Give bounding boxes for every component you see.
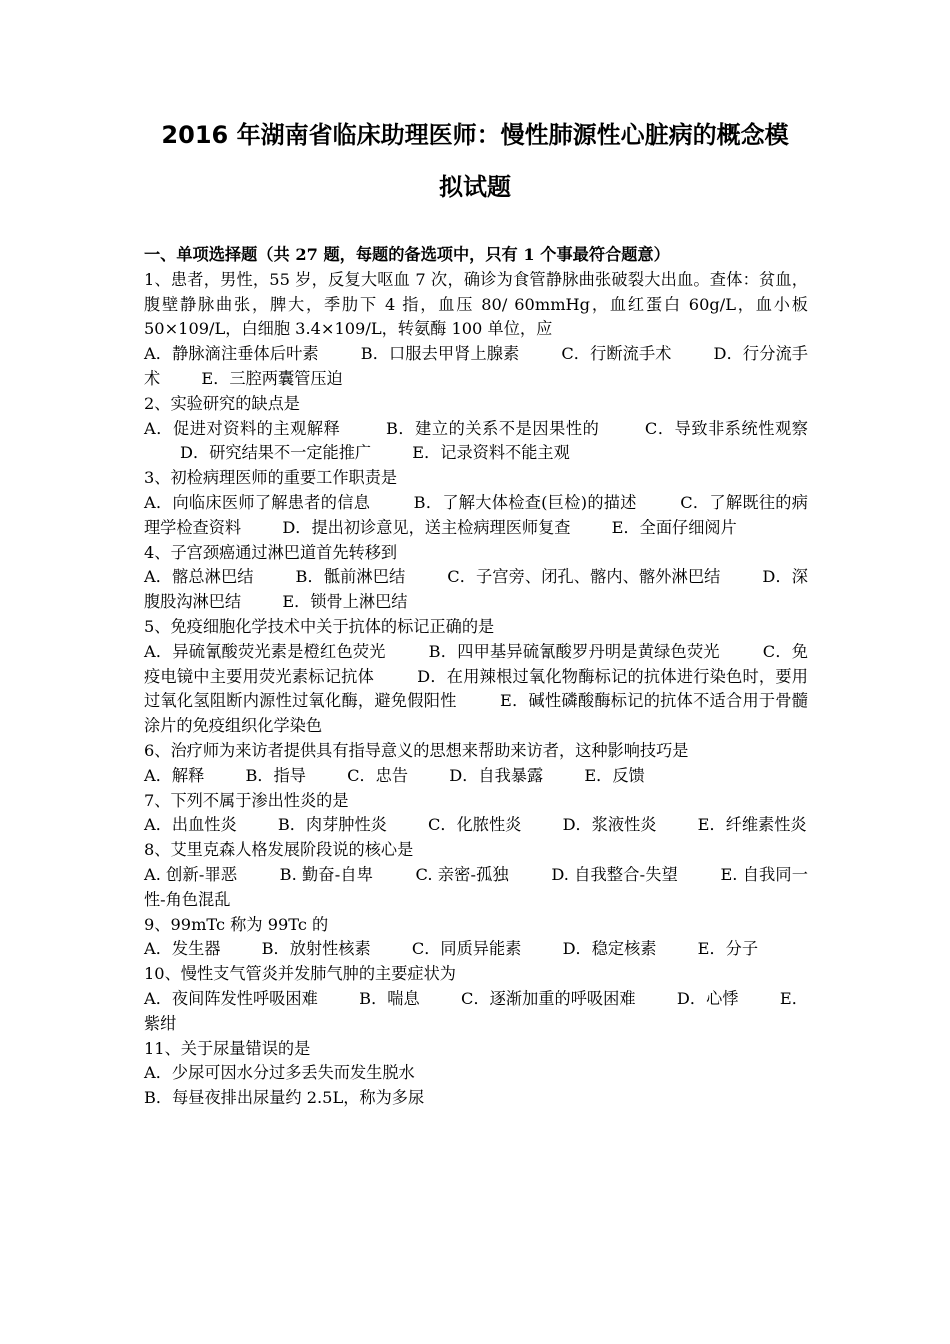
option-text: A. 创新-罪恶 <box>144 864 238 884</box>
section-heading: 一、单项选择题（共 27 题，每题的备选项中，只有 1 个事最符合题意） <box>144 245 670 264</box>
option-text: D．稳定核素 <box>562 939 657 959</box>
question-options <box>144 764 808 789</box>
question-item <box>144 268 808 392</box>
option-text: D．深腹股沟淋巴结 <box>144 567 808 612</box>
question-stem: 10、慢性支气管炎并发肺气肿的主要症状为 <box>144 964 456 984</box>
option-text: D．浆液性炎 <box>562 815 657 835</box>
option-text: C．忠告 <box>347 765 409 785</box>
option-text: D．提出初诊意见，送主检病理医师复查 <box>282 517 571 537</box>
option-text: E．记录资料不能主观 <box>412 443 570 463</box>
option-text: B．喘息 <box>359 988 420 1008</box>
option-text: B．四甲基异硫氰酸罗丹明是黄绿色荧光 <box>428 641 720 661</box>
question-stem: 6、治疗师为来访者提供具有指导意义的思想来帮助来访者，这种影响技巧是 <box>144 740 689 760</box>
option-text: B. 勤奋-自卑 <box>279 864 374 884</box>
question-stem: 1、患者，男性，55 岁，反复大呕血 7 次，确诊为食管静脉曲张破裂大出血。查体：贫血，腹壁静脉曲张，脾大，季肋下 4 指，血压 80/ 60mmHg，血红蛋白 60g/L，血小板 50×109/L，白细胞 3.4×109/L，转氨酶 100 单位，应 <box>144 269 808 339</box>
question-options <box>144 987 808 1037</box>
option-text: A．发生器 <box>144 939 221 959</box>
question-options <box>144 417 808 467</box>
question-options <box>144 863 808 913</box>
question-item <box>144 392 808 466</box>
question-item <box>144 789 808 839</box>
option-text: E．反馈 <box>584 765 645 785</box>
document-body <box>144 243 808 1111</box>
option-text: C．逐渐加重的呼吸困难 <box>461 988 636 1008</box>
option-text: D. 自我整合-失望 <box>551 864 678 884</box>
question-item <box>144 739 808 789</box>
option-text: C．子宫旁、闭孔、髂内、髂外淋巴结 <box>447 567 721 587</box>
question-item <box>144 1037 808 1111</box>
option-text: A．静脉滴注垂体后叶素 <box>144 344 319 364</box>
option-text: C．化脓性炎 <box>428 815 522 835</box>
option-text: B．口服去甲肾上腺素 <box>360 344 520 364</box>
option-text: C．免疫电镜中主要用荧光素标记抗体 <box>144 641 808 686</box>
option-text: A．夜间阵发性呼吸困难 <box>144 988 318 1008</box>
option-text: B．骶前淋巴结 <box>295 567 406 587</box>
question-item <box>144 615 808 739</box>
option-text: E．分子 <box>697 939 759 959</box>
question-stem: 3、初检病理医师的重要工作职责是 <box>144 468 398 488</box>
question-stem: 5、免疫细胞化学技术中关于抗体的标记正确的是 <box>144 616 495 636</box>
option-text: D．研究结果不一定能推广 <box>180 443 372 463</box>
question-stem: 8、艾里克森人格发展阶段说的核心是 <box>144 840 414 860</box>
option-text: A．出血性炎 <box>144 815 237 835</box>
option-text: E．锁骨上淋巴结 <box>282 592 408 612</box>
option-text: C．行断流手术 <box>561 344 672 364</box>
option-text: B．每昼夜排出尿量约 2.5L，称为多尿 <box>144 1088 425 1108</box>
question-options <box>144 1061 808 1111</box>
option-text: C．了解既往的病理学检查资料 <box>144 492 808 537</box>
question-item <box>144 838 808 912</box>
option-line <box>144 1086 808 1111</box>
question-options <box>144 937 808 962</box>
option-text: E．全面仔细阅片 <box>611 517 737 537</box>
question-item <box>144 962 808 1036</box>
document-title-line2: 拟试题 <box>439 173 511 201</box>
option-text: B．了解大体检查(巨检)的描述 <box>413 492 637 512</box>
question-item <box>144 541 808 615</box>
option-text: A．髂总淋巴结 <box>144 567 254 587</box>
option-text: B．肉芽肿性炎 <box>277 815 387 835</box>
document-title-line1: 2016 年湖南省临床助理医师：慢性肺源性心脏病的概念模 <box>161 121 789 149</box>
option-line <box>144 1061 808 1086</box>
question-item <box>144 913 808 963</box>
question-stem: 2、实验研究的缺点是 <box>144 393 300 413</box>
question-options <box>144 342 808 392</box>
option-text: D．自我暴露 <box>449 765 544 785</box>
question-options <box>144 813 808 838</box>
option-text: A．解释 <box>144 765 205 785</box>
option-text: E．纤维素性炎 <box>697 815 807 835</box>
option-text: D．行分流手术 <box>144 344 808 388</box>
option-text: D．心悸 <box>676 988 739 1008</box>
option-text: E．紫绀 <box>144 988 808 1033</box>
question-stem: 9、99mTc 称为 99Tc 的 <box>144 914 329 934</box>
question-options <box>144 640 808 739</box>
option-text: B．指导 <box>245 765 306 785</box>
question-options <box>144 565 808 615</box>
option-text: A．少尿可因水分过多丢失而发生脱水 <box>144 1063 415 1083</box>
option-text: E. 自我同一性-角色混乱 <box>144 864 808 909</box>
question-stem: 4、子宫颈癌通过淋巴道首先转移到 <box>144 542 398 562</box>
option-text: C. 亲密-孤独 <box>415 864 509 884</box>
option-text: A．向临床医师了解患者的信息 <box>144 492 371 512</box>
option-text: E．碱性磷酸酶标记的抗体不适合用于骨髓涂片的免疫组织化学染色 <box>144 691 808 736</box>
option-text: E．三腔两囊管压迫 <box>201 368 343 388</box>
option-text: B．放射性核素 <box>261 939 371 959</box>
option-text: C．同质异能素 <box>411 939 522 959</box>
question-stem: 7、下列不属于渗出性炎的是 <box>144 790 349 810</box>
question-list <box>144 268 808 1111</box>
question-stem: 11、关于尿量错误的是 <box>144 1038 311 1058</box>
option-text: A．促进对资料的主观解释 <box>144 418 341 438</box>
question-options <box>144 491 808 541</box>
option-text: B．建立的关系不是因果性的 <box>385 418 600 438</box>
option-text: D．在用辣根过氧化物酶标记的抗体进行染色时，要用过氧化氢阻断内源性过氧化酶，避免假阳性 <box>144 666 808 711</box>
option-text: C．导致非系统性观察 <box>644 418 808 438</box>
question-item <box>144 466 808 540</box>
option-text: A．异硫氰酸荧光素是橙红色荧光 <box>144 641 386 661</box>
